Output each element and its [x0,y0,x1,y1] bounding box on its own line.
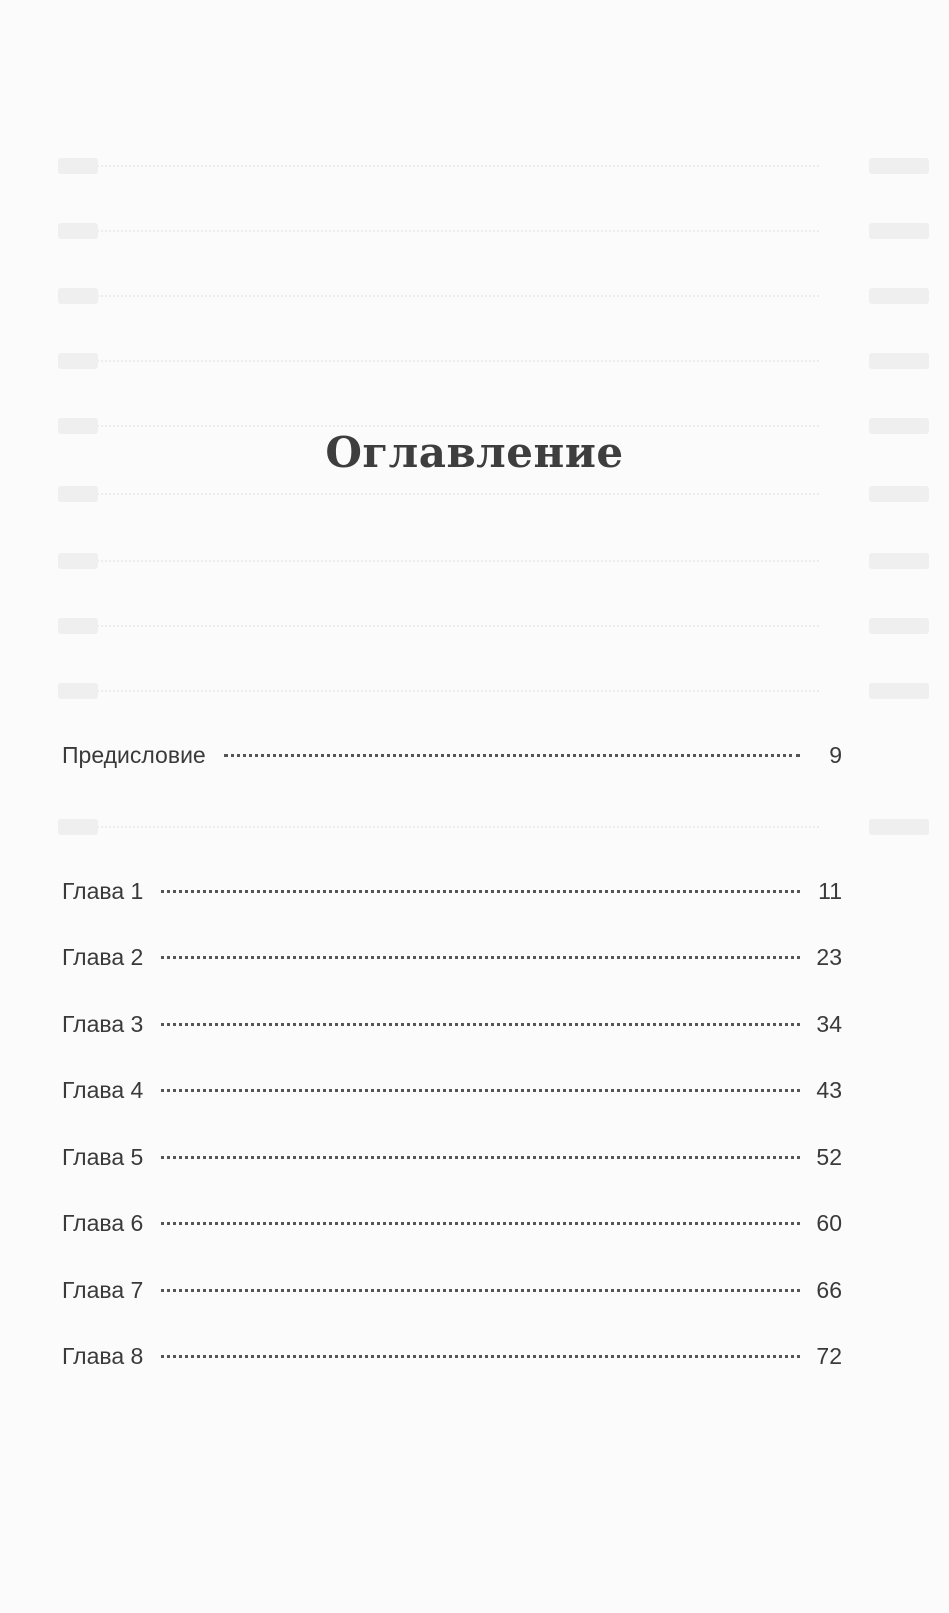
dot-leader [161,1222,800,1225]
toc-entry-label: Глава 6 [62,1210,144,1236]
toc-entry-label: Глава 5 [62,1144,144,1170]
toc-entry-chapter-1 [62,874,842,908]
toc-entry-page: 11 [818,878,842,904]
toc-entry-page: 34 [816,1011,842,1037]
dot-leader [224,754,800,757]
toc-entry-page: 43 [816,1077,842,1103]
dot-leader [161,956,800,959]
toc-entry-page: 9 [829,742,842,768]
toc-entry-chapter-6 [62,1206,842,1240]
toc-entry-label: Предисловие [62,742,206,768]
toc-entry-chapter-2 [62,940,842,974]
toc-entry-chapter-3 [62,1007,842,1041]
toc-entry-preface [62,738,842,772]
toc-entry-chapter-7 [62,1273,842,1307]
toc-entry-label: Глава 7 [62,1277,144,1303]
toc-entry-page: 23 [816,944,842,970]
toc-entry-page: 52 [816,1144,842,1170]
toc-entry-chapter-8 [62,1339,842,1373]
toc-entry-label: Глава 1 [62,878,144,904]
toc-entry-label: Глава 4 [62,1077,144,1103]
toc-entry-label: Глава 3 [62,1011,144,1037]
toc-entry-page: 60 [816,1210,842,1236]
toc-entry-chapter-4 [62,1073,842,1107]
dot-leader [161,1156,800,1159]
dot-leader [161,890,800,893]
page-title: Оглавление [325,428,624,477]
show-through-reverse-page [60,0,819,1400]
toc-entry-page: 72 [816,1343,842,1369]
toc-entry-label: Глава 2 [62,944,144,970]
toc-entry-chapter-5 [62,1140,842,1174]
dot-leader [161,1355,800,1358]
toc-entry-page: 66 [816,1277,842,1303]
dot-leader [161,1023,800,1026]
dot-leader [161,1289,800,1292]
dot-leader [161,1089,800,1092]
toc-entry-label: Глава 8 [62,1343,144,1369]
